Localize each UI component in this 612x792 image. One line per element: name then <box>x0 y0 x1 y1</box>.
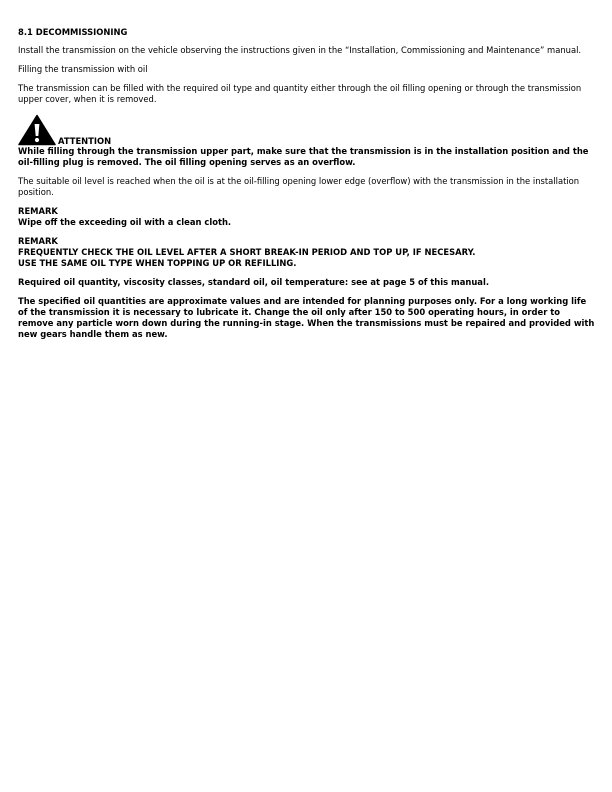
section-title: 8.1 DECOMMISSIONING <box>18 27 128 37</box>
attention-label: ATTENTION <box>58 136 112 146</box>
attention-block <box>18 114 596 168</box>
specified-oil-paragraph: The specified oil quantities are approximate values and are intended for planning purposes only. For a long working life of the transmission it is necessary to lubricate it. Change the oil only after 150 to 500 operating hours, in order to remove any particle worn down during the running-in stage. When the transmissions must be repaired and provided with new gears handle them as new. <box>18 296 595 339</box>
remark-label: REMARK <box>18 206 58 216</box>
remark-line-1: FREQUENTLY CHECK THE OIL LEVEL AFTER A SHORT BREAK-IN PERIOD AND TOP UP, IF NECESARY. <box>18 247 476 257</box>
remark-text: Wipe off the exceeding oil with a clean cloth. <box>18 217 232 227</box>
attention-header <box>18 114 596 146</box>
attention-text: While filling through the transmission upper part, make sure that the transmission is in the installation position and the oil-filling plug is removed. The oil filling opening serves as an overflow. <box>18 146 589 167</box>
document-page <box>18 27 596 348</box>
required-oil-paragraph: Required oil quantity, viscosity classes, standard oil, oil temperature: see at page 5 of this manual. <box>18 277 489 287</box>
remark-block-1 <box>18 206 596 228</box>
filling-heading: Filling the transmission with oil <box>18 64 148 74</box>
remark-line-2: USE THE SAME OIL TYPE WHEN TOPPING UP OR REFILLING. <box>18 258 297 268</box>
install-paragraph: Install the transmission on the vehicle observing the instructions given in the “Installation, Commissioning and Maintenance” manual. <box>18 45 582 55</box>
warning-triangle-icon <box>18 114 56 146</box>
oil-level-paragraph: The suitable oil level is reached when the oil is at the oil-filling opening lower edge (overflow) with the transmission in the installation position. <box>18 176 580 197</box>
filling-paragraph: The transmission can be filled with the required oil type and quantity either through the oil filling opening or through the transmission upper cover, when it is removed. <box>18 83 582 104</box>
remark-block-2 <box>18 236 596 269</box>
remark-label: REMARK <box>18 236 58 246</box>
